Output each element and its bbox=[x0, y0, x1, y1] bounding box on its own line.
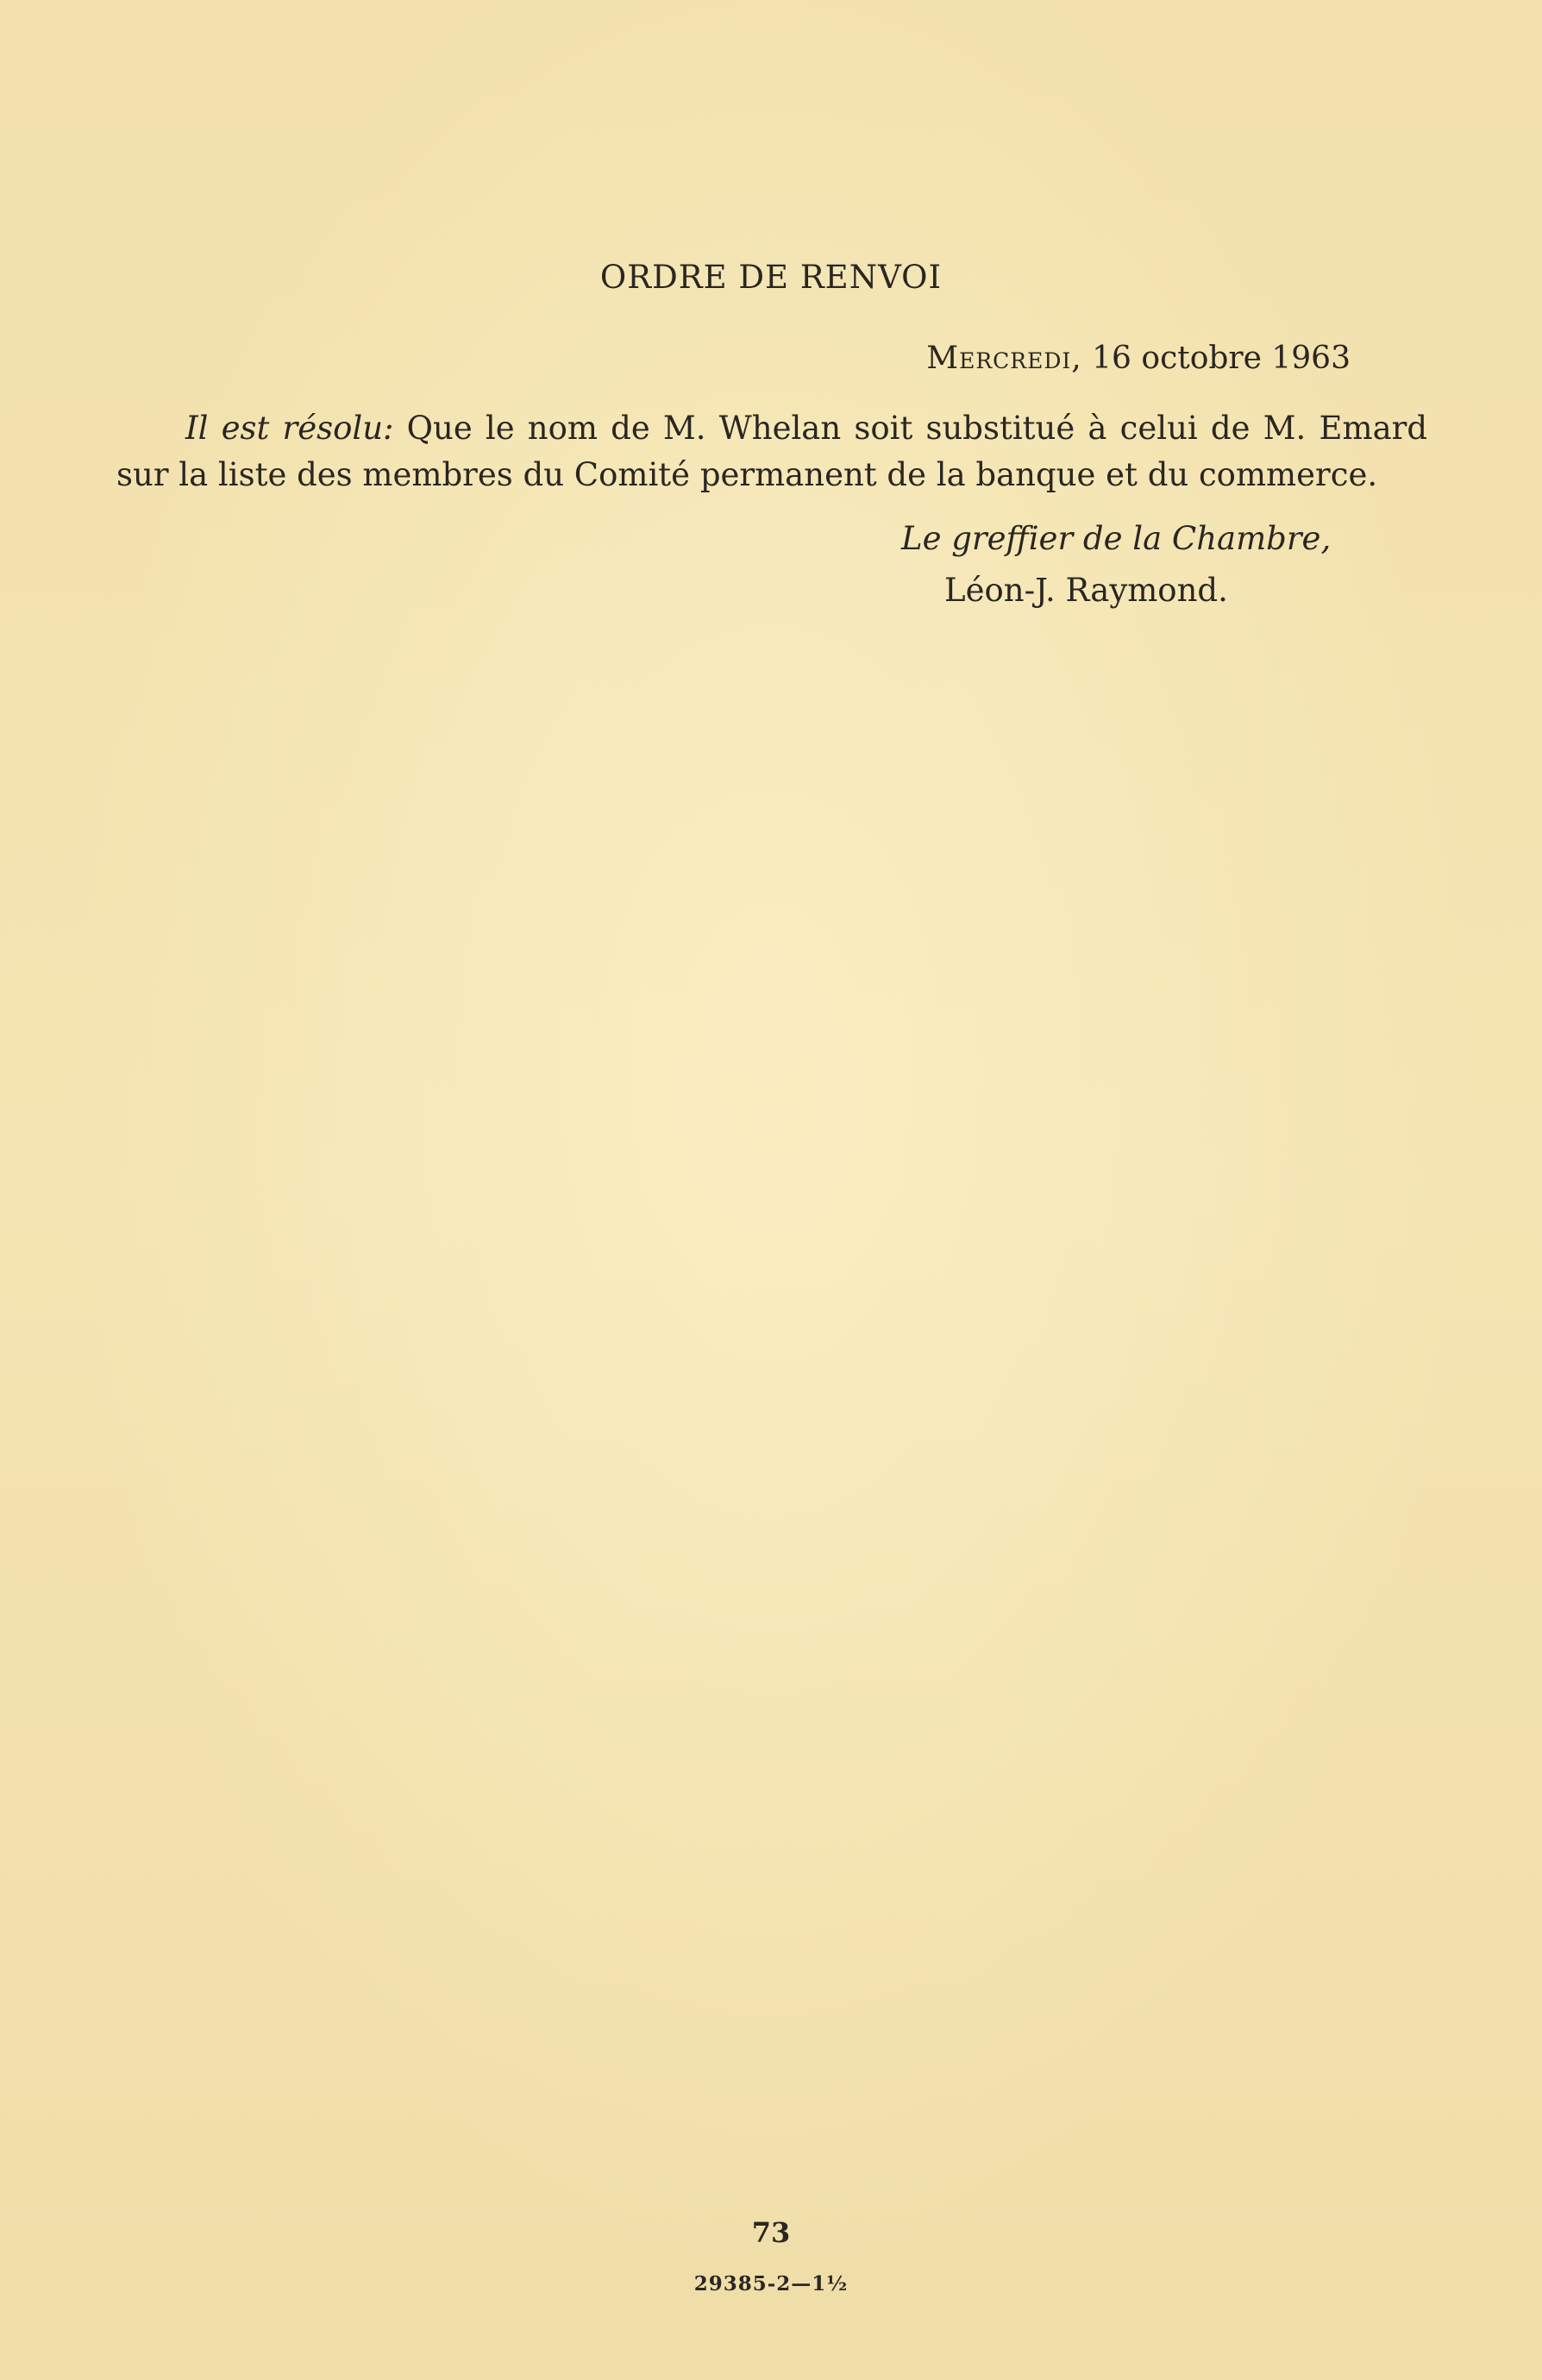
date-rest: 16 octobre 1963 bbox=[1081, 341, 1351, 376]
signature-role: Le greffier de la Chambre, bbox=[901, 520, 1332, 557]
resolution-lead: Il est résolu: bbox=[185, 410, 394, 447]
page-number: 73 bbox=[751, 2216, 791, 2249]
signature-name: Léon-J. Raymond. bbox=[944, 572, 1228, 609]
date-weekday: Mercredi, bbox=[926, 341, 1082, 376]
resolution-text: Que le nom de M. Whelan soit substitué à celui de M. Emard sur la liste des membres du Comité permanent de la banque et du commerce. bbox=[116, 410, 1428, 493]
document-heading: ORDRE DE RENVOI bbox=[599, 259, 943, 296]
signature-block bbox=[901, 513, 1331, 617]
resolution-paragraph bbox=[116, 405, 1427, 498]
print-code: 29385-2—1½ bbox=[693, 2272, 849, 2295]
date-line bbox=[926, 341, 1351, 376]
